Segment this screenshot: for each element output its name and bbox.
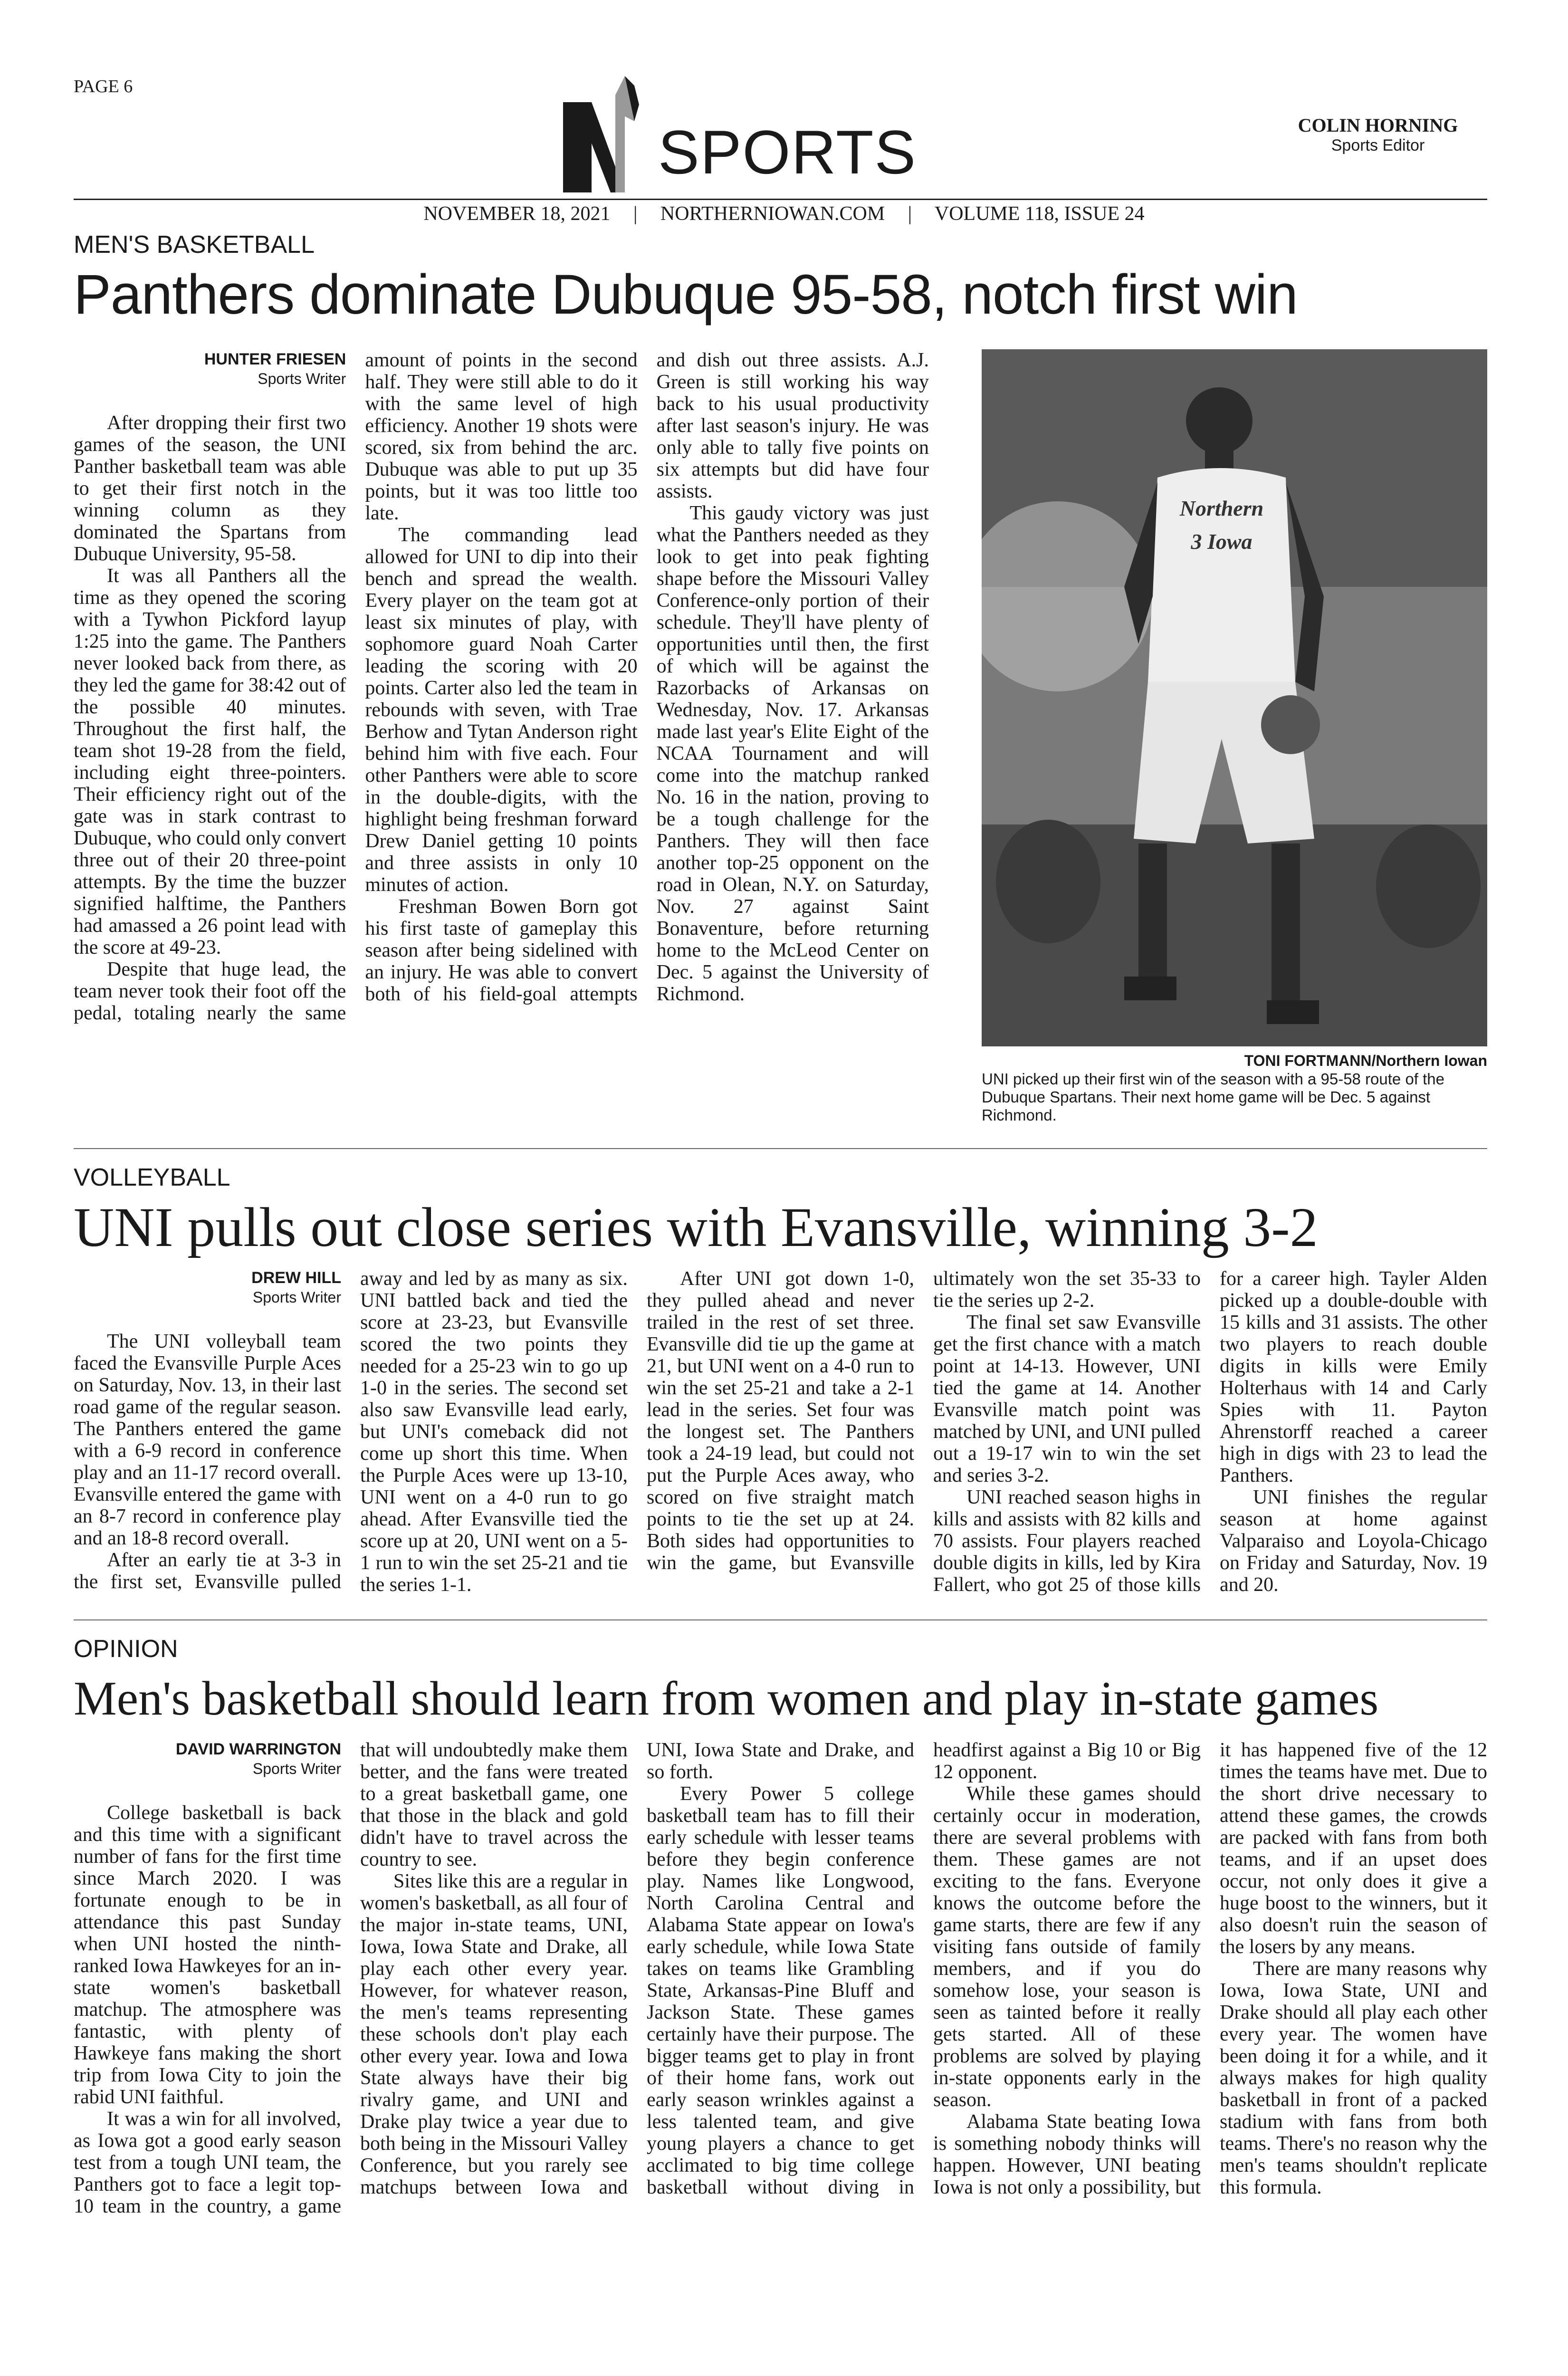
paragraph: UNI finishes the regular season at home against Valparaiso and Loyola-Chicago on Friday and Saturday, Nov. 19 and 20.: [1220, 1486, 1487, 1596]
paragraph: The UNI volleyball team faced the Evansville Purple Aces on Saturday, Nov. 13, in their last road game of the regular season. The Panthers entered the game with a 6-9 record in conference play and an 11-17 record overall. Evansville entered the game with an 8-7 record in conference play and an 18-8 record overall.: [74, 1331, 341, 1549]
article-photo: [982, 349, 1487, 1046]
editor-title: Sports Editor: [1331, 136, 1425, 154]
jersey-lettering: Northern 3 Iowa: [1179, 496, 1264, 554]
masthead: [0, 0, 1568, 230]
article-opinion: [74, 1635, 1487, 2217]
dateline: [0, 202, 1568, 226]
paragraph: College basketball is back and this time with a significant number of fans for the first time since March 2020. I was fortunate enough to be in attendance this past Sunday when UNI hosted the ninth-ranked Iowa Hawkeyes for an in-state women's basketball matchup. The atmosphere was fantastic, with plenty of Hawkeye fans making the short trip from Iowa City to join the rabid UNI faithful.: [74, 1802, 341, 2108]
northern-iowan-n-logo-icon: [563, 76, 653, 195]
header-rule: [74, 199, 1487, 200]
paragraph: The commanding lead allowed for UNI to dip into their bench and spread the wealth. Every player on the team got at least six minutes of play, with sophomore guard Noah Carter leading the scoring with 20 points. Carter also led the team in rebounds with seven, with Trae Berhow and Tytan Anderson right behind him with five each. Four other Panthers were able to score in the double-digits, with the highlight being freshman forward Drew Daniel getting 10 points and three assists in only 10 minutes of action.: [365, 524, 638, 896]
section-kicker: MEN'S BASKETBALL: [74, 231, 315, 259]
section-kicker: OPINION: [74, 1635, 178, 1663]
website-link[interactable]: NORTHERNIOWAN.COM: [660, 203, 885, 225]
paragraph: After UNI got down 1-0, they pulled ahead and never trailed in the rest of set three. Evansville did tie up the game at 21, but UNI went on a 4-0 run to win the set 25-21 and take a 2-1 lead in the series. Set four was the longest set. The Panthers took a 24-19 lead, but could not put the Purple Aces away, who scored on five straight match points to tie the set up at 24. Both sides had opportunities to win the game, but Evansville ultimately won the set 35-33 to tie the series up 2-2.: [647, 1268, 1201, 1574]
paragraph: Despite that huge lead, the team never took their foot off the pedal, totaling nearly the same amount of points in the second half. They were still able to do it with the same level of high efficiency. Another 19 shots were scored, six from behind the arc. Dubuque was able to put up 35 points, but it was too little too late.: [74, 349, 638, 1024]
article-body: [74, 349, 929, 1024]
paragraph: It was a win for all involved, as Iowa got a good early season test from a tough UNI team, the Panthers got to face a legit top-10 team in the country, a game that will undoubtedly make them better, and the fans were treated to a great basketball game, one that those in the black and gold didn't have to travel across the country to see.: [74, 1739, 628, 2217]
article-body: [74, 1268, 1487, 1596]
author-name: HUNTER FRIESEN: [204, 350, 346, 368]
author-title: Sports Writer: [258, 370, 346, 387]
author-name: DAVID WARRINGTON: [175, 1740, 341, 1758]
author-name: DREW HILL: [251, 1269, 341, 1287]
section-title: SPORTS: [658, 117, 917, 187]
issue-date: NOVEMBER 18, 2021: [423, 203, 611, 225]
photo-credit: TONI FORTMANN/Northern Iowan: [1244, 1052, 1487, 1069]
headline: UNI pulls out close series with Evansville, winning 3-2: [74, 1196, 1318, 1258]
section-logo: [563, 76, 917, 195]
paragraph: Alabama State beating Iowa is something nobody thinks will happen. However, UNI beating Iowa is not only a possibility, but it has happened five of the 12 times the teams have met. Due to the short drive necessary to attend these games, the crowds are packed with fans from both teams, and if an upset does occur, not only does it give a huge boost to the winners, but it also doesn't ruin the season of the losers by any means.: [933, 1739, 1487, 2198]
paragraph: UNI reached season highs in kills and assists with 82 kills and 70 assists. Four players reached double digits in kills, led by Kira Fallert, who got 25 of those kills for a career high. Tayler Alden picked up a double-double with 15 kills and 31 assists. The other two players to reach double digits in kills were Emily Holterhaus with 14 and Carly Spies with 11. Payton Ahrenstorff reached a career high in digs with 23 to lead the Panthers.: [933, 1268, 1487, 1596]
author-title: Sports Writer: [252, 1760, 341, 1777]
byline: [74, 1739, 341, 1778]
article-mens-basketball: [74, 230, 1487, 1124]
paragraph: There are many reasons why Iowa, Iowa State, UNI and Drake should all play each other every year. The women have been doing it for a while, and it always makes for high quality basketball in front of a packed stadium with fans from both teams. There's no reason why the men's teams shouldn't replicate this formula.: [1220, 1958, 1487, 2198]
paragraph: Freshman Bowen Born got his first taste of gameplay this season after being sidelined with an injury. He was able to convert both of his field-goal attempts and dish out three assists. A.J. Green is still working his way back to his usual productivity after last season's injury. He was only able to tally five points on six attempts but did have four assists.: [365, 349, 929, 1005]
paragraph: After an early tie at 3-3 in the first set, Evansville pulled away and led by as many as six. UNI battled back and tied the score at 23-23, but Evansville scored the two points they needed for a 25-23 win to go up 1-0 in the series. The second set also saw Evansville lead early, but UNI's comeback did not come up short this time. When the Purple Aces were up 13-10, UNI went on a 4-0 run to go ahead. After Evansville tied the score up at 20, UNI went on a 5-1 run to win the set 25-21 and tie the series 1-1.: [74, 1268, 628, 1596]
paragraph: This gaudy victory was just what the Panthers needed as they look to get into peak fighting shape before the Missouri Valley Conference-only portion of their schedule. They'll have plenty of opportunities until then, the first of which will be against the Razorbacks of Arkansas on Wednesday, Nov. 17. Arkansas made last year's Elite Eight of the NCAA Tournament and will come into the matchup ranked No. 16 in the nation, proving to be a tough challenge for the Panthers. They will then face another top-25 opponent on the road in Olean, N.Y. on Saturday, Nov. 27 against Saint Bonaventure, before returning home to the McLeod Center on Dec. 5 against the University of Richmond.: [656, 502, 929, 1005]
photo-block: [982, 349, 1487, 1124]
dateline-separator: |: [633, 203, 638, 225]
paragraph: The final set saw Evansville get the first chance with a match point at 14-13. However, UNI tied the game at 14. Another Evansville match point was matched by UNI, and UNI pulled out a 19-17 win to win the set and series 3-2.: [933, 1312, 1201, 1486]
section-kicker: VOLLEYBALL: [74, 1164, 230, 1191]
section-divider: [74, 1619, 1487, 1620]
editor-name: COLIN HORNING: [1298, 115, 1458, 136]
headline: Panthers dominate Dubuque 95-58, notch first win: [74, 263, 1298, 326]
article-body: [74, 1739, 1487, 2217]
paragraph: After dropping their first two games of the season, the UNI Panther basketball team was able to get their first notch in the winning column as they dominated the Spartans from Dubuque University, 95-58.: [74, 412, 346, 565]
basketball-player-photo-icon: [982, 349, 1487, 1046]
headline: Men's basketball should learn from women and play in-state games: [74, 1672, 1379, 1725]
dateline-separator: |: [908, 203, 912, 225]
issue-volume: VOLUME 118, ISSUE 24: [934, 203, 1145, 225]
article-volleyball: [74, 1163, 1487, 1596]
page-number: PAGE 6: [74, 77, 133, 96]
editor-credit: [1283, 114, 1473, 155]
byline: [74, 1268, 341, 1307]
byline: [74, 349, 346, 388]
author-title: Sports Writer: [252, 1289, 341, 1306]
photo-caption: UNI picked up their first win of the season with a 95-58 route of the Dubuque Spartans. Their next home game will be Dec. 5 against Richmond.: [982, 1070, 1445, 1124]
paragraph: Sites like this are a regular in women's basketball, as all four of the major in-state teams, UNI, Iowa, Iowa State and Drake, all play each other every year. However, for whatever reason, the men's teams representing these schools don't play each other every year. Iowa and Iowa State always have their big rivalry game, and UNI and Drake play twice a year due to both being in the Missouri Valley Conference, but you rarely see matchups between Iowa and UNI, Iowa State and Drake, and so forth.: [360, 1739, 914, 2198]
paragraph: It was all Panthers all the time as they opened the scoring with a Tywhon Pickford layup 1:25 into the game. The Panthers never looked back from there, as they led the game for 38:42 out of the possible 40 minutes. Throughout the first half, the team shot 19-28 from the field, including eight three-pointers. Their efficiency right out of the gate was in stark contrast to Dubuque, who could only convert three out of their 20 three-point attempts. By the time the buzzer signified halftime, the Panthers had amassed a 26 point lead with the score at 49-23.: [74, 565, 346, 958]
paragraph: While these games should certainly occur in moderation, there are several problems with them. These games are not exciting to the fans. Everyone knows the outcome before the game starts, there are few if any visiting fans outside of family members, and if you do somehow lose, your season is seen as tainted before it really gets started. All of these problems are solved by playing in-state opponents early in the season.: [933, 1783, 1201, 2111]
section-divider: [74, 1148, 1487, 1149]
paragraph: Every Power 5 college basketball team has to fill their early schedule with lesser teams before they begin conference play. Names like Longwood, North Carolina Central and Alabama State appear on Iowa's early schedule, while Iowa State takes on teams like Grambling State, Arkansas-Pine Bluff and Jackson State. These games certainly have their purpose. The bigger teams get to play in front of their home fans, work out early season wrinkles against a less talented team, and give young players a chance to get acclimated to big time college basketball without diving in headfirst against a Big 10 or Big 12 opponent.: [647, 1739, 1201, 2198]
